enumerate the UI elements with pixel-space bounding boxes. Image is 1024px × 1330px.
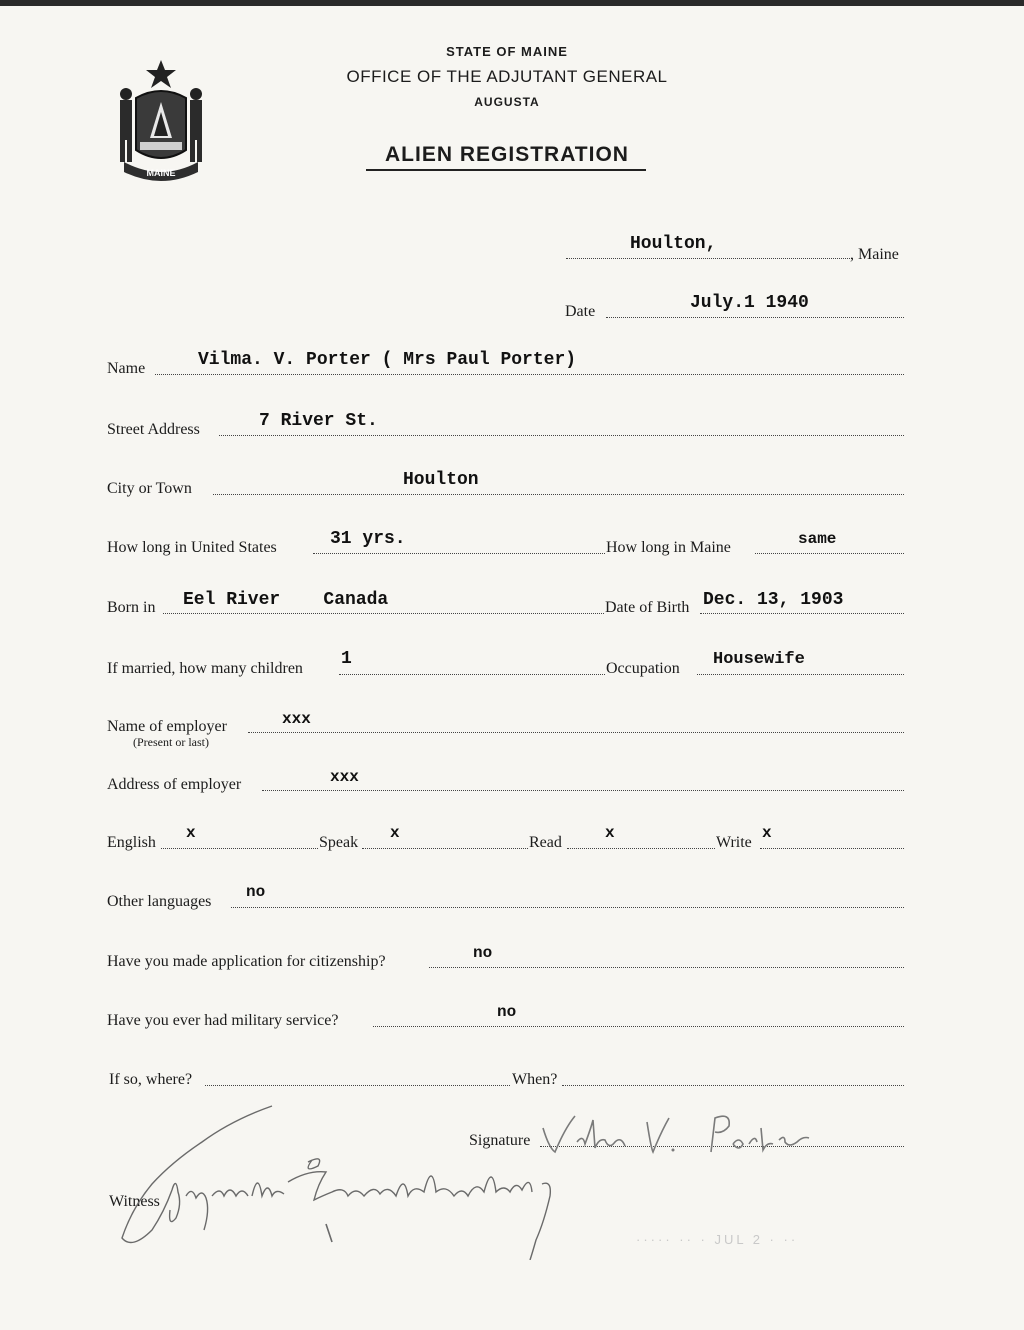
employer-address-line xyxy=(262,790,904,791)
seal-banner-text: MAINE xyxy=(146,168,176,178)
location-suffix: , Maine xyxy=(850,246,899,263)
born-in-label: Born in xyxy=(107,599,156,616)
witness-label: Witness xyxy=(109,1193,160,1210)
header-office: OFFICE OF THE ADJUTANT GENERAL xyxy=(346,67,668,86)
date-value: July.1 1940 xyxy=(690,293,809,313)
military-line xyxy=(373,1026,904,1027)
name-value: Vilma. V. Porter ( Mrs Paul Porter) xyxy=(198,350,577,370)
header-city: AUGUSTA xyxy=(474,95,540,109)
header-state: STATE OF MAINE xyxy=(446,44,568,59)
born-in-value: Eel River Canada xyxy=(183,590,389,610)
date-line xyxy=(606,317,904,318)
occupation-value: Housewife xyxy=(713,650,805,669)
employer-line xyxy=(248,732,904,733)
street-label: Street Address xyxy=(107,421,200,438)
other-languages-label: Other languages xyxy=(107,893,212,910)
occupation-label: Occupation xyxy=(606,660,680,677)
english-label: English xyxy=(107,834,156,851)
children-line xyxy=(339,674,605,675)
witness-signature-handwriting xyxy=(112,1100,582,1260)
write-value: x xyxy=(762,824,772,842)
how-long-maine-value: same xyxy=(798,530,837,548)
military-value: no xyxy=(497,1003,517,1021)
other-languages-value: no xyxy=(246,883,266,901)
employer-value: xxx xyxy=(282,710,311,728)
other-languages-line xyxy=(231,907,904,908)
page-top-edge xyxy=(0,0,1024,6)
city-line xyxy=(213,494,904,495)
speak-line xyxy=(362,848,528,849)
where-label: If so, where? xyxy=(109,1071,193,1088)
speak-value: x xyxy=(390,824,400,842)
read-value: x xyxy=(605,824,615,842)
military-label: Have you ever had military service? xyxy=(107,1012,339,1029)
children-value: 1 xyxy=(341,649,352,669)
write-line xyxy=(760,848,904,849)
read-line xyxy=(567,848,715,849)
citizenship-value: no xyxy=(473,944,493,962)
form-title: ALIEN REGISTRATION xyxy=(385,143,629,166)
location-line xyxy=(566,258,850,259)
employer-address-value: xxx xyxy=(330,768,359,786)
signature-label: Signature xyxy=(469,1132,531,1149)
read-label: Read xyxy=(529,834,562,851)
name-label: Name xyxy=(107,360,146,377)
how-long-us-line xyxy=(313,553,605,554)
write-label: Write xyxy=(716,834,752,851)
maine-state-seal-icon xyxy=(106,58,216,184)
city-value: Houlton xyxy=(403,470,479,490)
how-long-us-label: How long in United States xyxy=(107,539,277,556)
location-value: Houlton, xyxy=(630,234,717,254)
faint-received-stamp: ····· ·· · JUL 2 · ·· xyxy=(636,1232,799,1247)
street-value: 7 River St. xyxy=(259,411,378,431)
when-label: When? xyxy=(512,1071,558,1088)
when-line xyxy=(562,1085,904,1086)
occupation-line xyxy=(697,674,904,675)
employer-address-label: Address of employer xyxy=(107,776,242,793)
street-line xyxy=(219,435,904,436)
how-long-us-value: 31 yrs. xyxy=(330,529,406,549)
english-line xyxy=(161,848,318,849)
dob-label: Date of Birth xyxy=(605,599,690,616)
how-long-maine-label: How long in Maine xyxy=(606,539,731,556)
speak-label: Speak xyxy=(319,834,359,851)
title-underline xyxy=(366,169,646,171)
born-in-line xyxy=(163,613,604,614)
dob-value: Dec. 13, 1903 xyxy=(703,590,844,610)
date-label: Date xyxy=(565,303,596,320)
employer-label: Name of employer xyxy=(107,718,227,735)
citizenship-line xyxy=(429,967,904,968)
city-label: City or Town xyxy=(107,480,192,497)
citizenship-label: Have you made application for citizenship? xyxy=(107,953,386,970)
employer-sublabel: (Present or last) xyxy=(133,735,209,749)
name-line xyxy=(155,374,904,375)
english-value: x xyxy=(186,824,196,842)
dob-line xyxy=(700,613,904,614)
how-long-maine-line xyxy=(755,553,904,554)
where-line xyxy=(205,1085,510,1086)
children-label: If married, how many children xyxy=(107,660,303,677)
